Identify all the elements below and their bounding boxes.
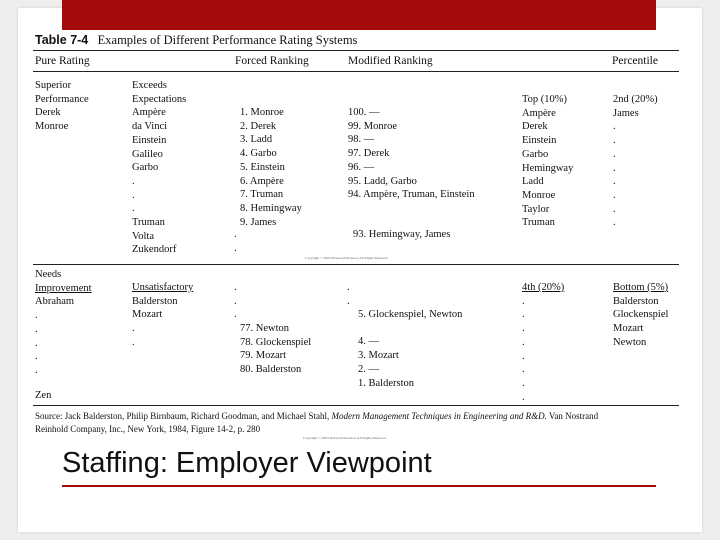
cell: 1. Monroe <box>240 107 284 118</box>
cell: . <box>613 203 616 215</box>
cell: 2. Derek <box>240 120 277 132</box>
performance-rating-table <box>31 32 682 443</box>
cell: . <box>35 310 38 322</box>
cell: Einstein <box>522 135 557 147</box>
rule-bottom <box>33 405 679 406</box>
cell: Truman <box>132 217 165 229</box>
cell: Balderston <box>132 295 178 307</box>
cell: . <box>613 189 616 201</box>
cell: Garbo <box>522 148 549 160</box>
cell: Hemingway <box>522 162 574 174</box>
source-line-2: Reinhold Company, Inc., New York, 1984, Figure 14-2, p. 280 <box>35 423 261 434</box>
cell: . <box>613 135 616 147</box>
cell: 9. James <box>240 216 277 228</box>
lower-col-percentile-bottom <box>613 281 668 350</box>
cell: . <box>613 148 616 160</box>
cell: Exceeds <box>132 80 167 91</box>
cell: 3. Mozart <box>358 350 399 362</box>
cell: Ampère <box>522 107 556 119</box>
lower-col-modified-dots <box>347 281 350 308</box>
cell: Performance <box>35 93 89 105</box>
lower-col-modified <box>358 308 462 390</box>
cell: Volta <box>132 230 154 242</box>
cell: . <box>132 336 135 348</box>
upper-col-modified <box>348 106 475 202</box>
cell: 94. Ampère, Truman, Einstein <box>348 189 475 201</box>
table-number: Table 7-4 <box>35 33 89 47</box>
cell: . <box>522 377 525 389</box>
lower-col-forced <box>240 322 311 377</box>
cell: Superior <box>35 80 72 91</box>
cell: 4th (20%) <box>522 282 565 293</box>
cell: . <box>613 176 616 188</box>
cell: . <box>522 295 525 307</box>
cell: Truman <box>522 217 555 229</box>
cell: 4. Garbo <box>240 148 277 160</box>
header-pure-rating: Pure Rating <box>35 55 90 67</box>
cell: da Vinci <box>132 121 168 133</box>
table-source-note <box>35 410 598 435</box>
cell: 3. Ladd <box>240 134 273 146</box>
cell: . <box>35 364 38 376</box>
cell: Bottom (5%) <box>613 282 669 293</box>
cell: . <box>522 336 525 348</box>
table-title <box>35 33 357 48</box>
cell: 98. — <box>348 134 375 146</box>
lower-col-forced-dots <box>234 281 237 322</box>
cell: Monroe <box>35 121 69 133</box>
rule-header <box>33 71 679 72</box>
cell: Top (10%) <box>522 94 568 105</box>
cell: Unsatisfactory <box>132 282 194 293</box>
cell: . <box>613 162 616 174</box>
cell: Einstein <box>132 134 167 146</box>
cell: Expectations <box>132 93 187 105</box>
cell: 78. Glockenspiel <box>240 336 312 348</box>
cell: . <box>522 391 525 403</box>
rule-top <box>33 50 679 51</box>
upper-col-forced-dots <box>234 228 237 255</box>
lower-col-pure-b-dots <box>132 322 135 349</box>
lower-pure-last: Zen <box>35 390 52 401</box>
cell: 7. Truman <box>240 189 284 201</box>
cell: . <box>132 175 135 187</box>
upper-modified-last: 93. Hemingway, James <box>353 229 451 240</box>
cell: 95. Ladd, Garbo <box>348 175 417 187</box>
cell: Derek <box>522 121 548 133</box>
source-book-title: Modern Management Techniques in Engineering and R&D. <box>331 411 547 421</box>
lower-col-pure-b <box>132 281 193 322</box>
cell: 77. Newton <box>240 323 289 334</box>
cell: . <box>35 351 38 363</box>
cell: 99. Monroe <box>348 120 397 132</box>
cell: 6. Ampère <box>240 175 284 187</box>
top-accent-band <box>62 0 656 30</box>
cell: Garbo <box>132 162 159 174</box>
cell: 8. Hemingway <box>240 202 302 214</box>
upper-col-forced <box>240 106 302 229</box>
cell: . <box>132 203 135 215</box>
table-caption: Examples of Different Performance Rating Systems <box>97 33 358 47</box>
source-suffix: Van Nostrand <box>546 411 599 421</box>
header-modified-ranking: Modified Ranking <box>348 55 433 67</box>
cell: Newton <box>613 336 647 348</box>
cell: Monroe <box>522 189 556 201</box>
header-percentile: Percentile <box>612 55 658 67</box>
cell: 2nd (20%) <box>613 94 658 105</box>
cell: 4. — <box>358 336 379 348</box>
cell: Balderston <box>613 295 659 307</box>
cell: Ampère <box>132 107 166 119</box>
cell: Glockenspiel <box>613 309 669 321</box>
cell: . <box>347 295 350 307</box>
cell: . <box>35 323 38 335</box>
cell: 97. Derek <box>348 148 390 160</box>
source-prefix: Source: Jack Balderston, Philip Birnbaum, Richard Goodman, and Michael Stahl, <box>35 411 332 421</box>
cell: . <box>132 189 135 201</box>
cell: Needs <box>35 269 62 280</box>
cell: 100. — <box>348 107 380 118</box>
cell: . <box>132 323 135 334</box>
cell: 79. Mozart <box>240 350 287 362</box>
cell: Improvement <box>35 282 92 294</box>
cell: Zukendorf <box>132 244 177 256</box>
header-forced-ranking: Forced Ranking <box>235 55 309 67</box>
slide-title: Staffing: Employer Viewpoint <box>62 447 432 479</box>
cell: . <box>522 364 525 376</box>
copyright-notice-upper: Copyright © 2004 Pearson Education, All Rights Reserved <box>305 256 388 260</box>
upper-col-pure-a <box>35 79 89 134</box>
cell: 1. Balderston <box>358 377 414 389</box>
cell: . <box>35 337 38 349</box>
cell: 96. — <box>348 161 375 173</box>
cell: . <box>613 217 616 229</box>
cell: . <box>234 295 237 307</box>
cell: 80. Balderston <box>240 364 302 376</box>
cell: . <box>234 309 237 321</box>
cell: Derek <box>35 107 61 119</box>
copyright-notice-lower: Copyright © 2004 Pearson Education, All Rights Reserved <box>303 436 386 440</box>
cell: . <box>522 309 525 321</box>
cell: 5. Glockenspiel, Newton <box>358 309 463 320</box>
lower-col-pure-a <box>35 268 92 378</box>
upper-col-percentile-top <box>522 93 573 230</box>
rule-middle <box>33 264 679 265</box>
cell: Galileo <box>132 148 163 160</box>
cell: Taylor <box>522 203 550 215</box>
cell <box>358 322 462 336</box>
cell: Mozart <box>613 323 644 335</box>
cell: . <box>522 323 525 335</box>
title-underline-rule <box>62 485 656 487</box>
upper-col-pure-b <box>132 79 186 257</box>
cell: Abraham <box>35 296 75 308</box>
cell: . <box>522 350 525 362</box>
cell: 2. — <box>358 363 379 375</box>
cell: . <box>347 282 350 293</box>
cell: . <box>613 121 616 133</box>
cell: . <box>234 229 237 240</box>
cell: Mozart <box>132 309 163 321</box>
upper-col-percentile-second <box>613 93 658 230</box>
cell: James <box>613 107 639 119</box>
cell: . <box>234 242 237 254</box>
cell: 5. Einstein <box>240 161 285 173</box>
cell: . <box>234 282 237 293</box>
lower-col-percentile-fourth <box>522 281 564 404</box>
cell: Ladd <box>522 176 544 188</box>
